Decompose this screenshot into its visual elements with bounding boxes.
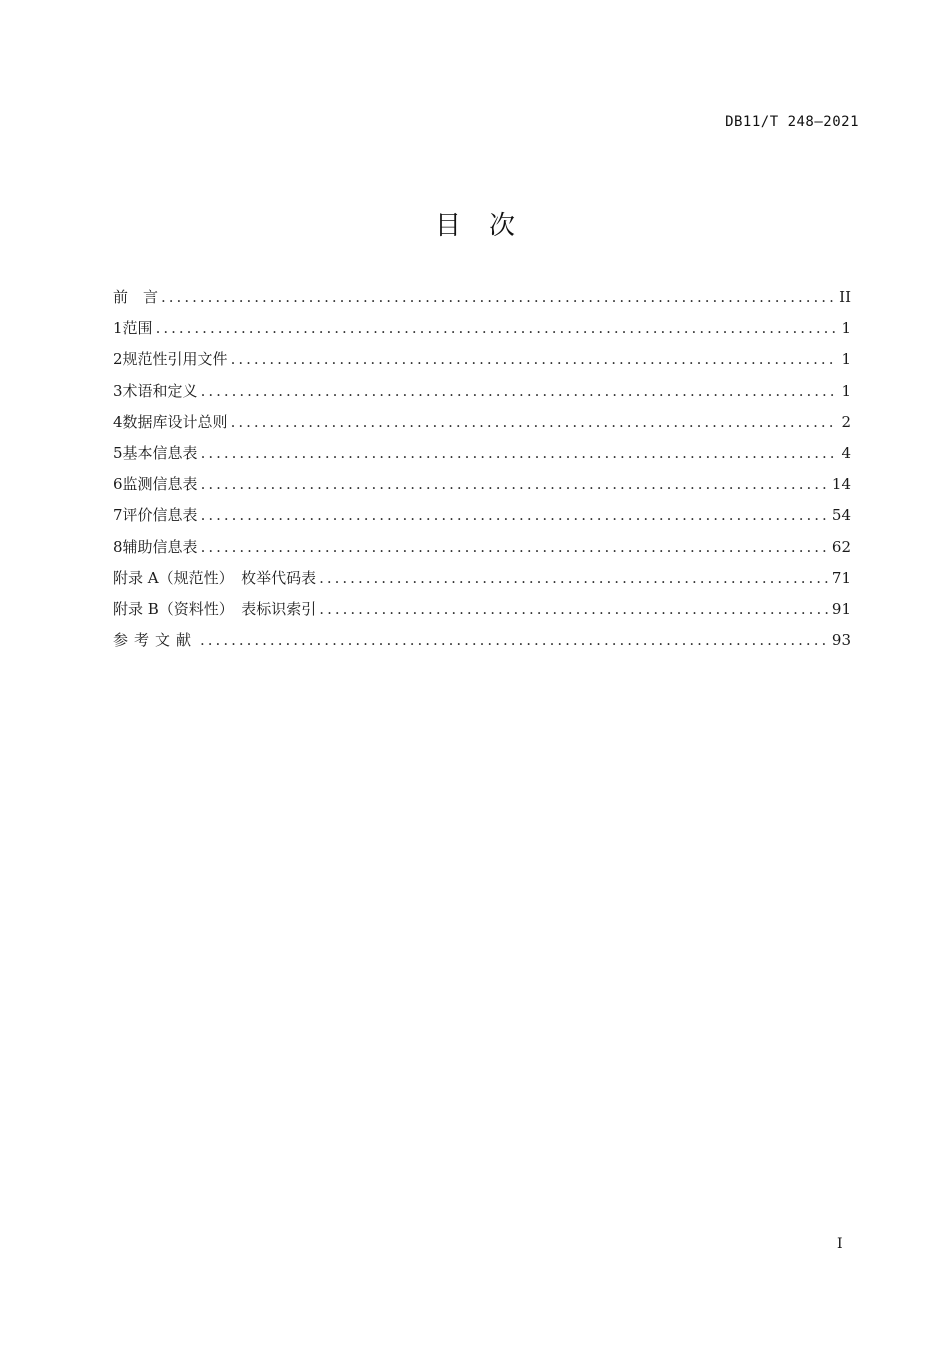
toc-entry-number: 1 [113, 319, 123, 338]
toc-leader-dots [231, 407, 836, 438]
toc-entry-1[interactable] [113, 313, 851, 344]
toc-leader-dots [319, 594, 829, 625]
toc-entry-label: 附录 A（规范性） 枚举代码表 [113, 568, 317, 587]
toc-entry-label: 辅助信息表 [122, 537, 198, 556]
toc-entry-page: 2 [841, 412, 851, 431]
toc-entry-label: 数据库设计总则 [122, 412, 228, 431]
toc-leader-dots [319, 563, 829, 594]
toc-entry-2[interactable] [113, 344, 851, 375]
toc-entry-foreword[interactable] [113, 282, 851, 313]
page-number: I [837, 1236, 843, 1252]
toc-entry-6[interactable] [113, 469, 851, 500]
toc-leader-dots [201, 469, 829, 500]
toc-entry-label: 术语和定义 [122, 381, 198, 400]
toc-entry-5[interactable] [113, 438, 851, 469]
toc-leader-dots [201, 500, 829, 531]
toc-entry-page: 71 [831, 568, 851, 587]
toc-entry-label: 规范性引用文件 [122, 350, 228, 369]
toc-leader-dots [231, 344, 836, 375]
table-of-contents [113, 282, 851, 656]
toc-leader-dots [200, 625, 829, 656]
toc-entry-3[interactable] [113, 376, 851, 407]
toc-entry-7[interactable] [113, 500, 851, 531]
page-title [0, 205, 950, 242]
toc-leader-dots [201, 532, 829, 563]
toc-entry-label: 参考文献 [113, 631, 198, 650]
toc-entry-label: 监测信息表 [122, 475, 198, 494]
document-code: DB11/T 248—2021 [725, 114, 859, 130]
toc-entry-appendix-a[interactable] [113, 563, 851, 594]
toc-leader-dots [201, 438, 836, 469]
toc-entry-page: 1 [841, 381, 851, 400]
toc-entry-references[interactable] [113, 625, 851, 656]
toc-entry-page: 14 [831, 475, 851, 494]
toc-entry-page: 93 [831, 631, 851, 650]
toc-entry-label: 基本信息表 [122, 443, 198, 462]
toc-entry-page: 91 [831, 599, 851, 618]
toc-entry-page: 4 [841, 443, 851, 462]
title-char-2: 次 [489, 211, 516, 241]
toc-entry-page: 1 [841, 350, 851, 369]
toc-entry-label: 前 言 [113, 288, 159, 306]
toc-entry-page: 1 [841, 319, 851, 338]
toc-entry-label: 范围 [122, 319, 153, 338]
toc-entry-number: 6 [113, 475, 123, 494]
toc-entry-number: 8 [113, 537, 123, 556]
toc-entry-page: 54 [831, 506, 851, 525]
toc-leader-dots [201, 376, 836, 407]
toc-entry-number: 4 [113, 412, 123, 431]
toc-entry-appendix-b[interactable] [113, 594, 851, 625]
toc-entry-number: 2 [113, 350, 123, 369]
toc-leader-dots [161, 282, 836, 313]
toc-entry-4[interactable] [113, 407, 851, 438]
toc-entry-8[interactable] [113, 532, 851, 563]
toc-entry-label: 附录 B（资料性） 表标识索引 [113, 599, 317, 618]
toc-entry-number: 3 [113, 381, 123, 400]
toc-entry-page: 62 [831, 537, 851, 556]
title-char-1: 目 [434, 211, 461, 241]
toc-entry-number: 5 [113, 443, 123, 462]
toc-entry-page: II [839, 288, 851, 306]
toc-entry-label: 评价信息表 [122, 506, 198, 525]
toc-entry-number: 7 [113, 506, 123, 525]
toc-leader-dots [156, 313, 836, 344]
